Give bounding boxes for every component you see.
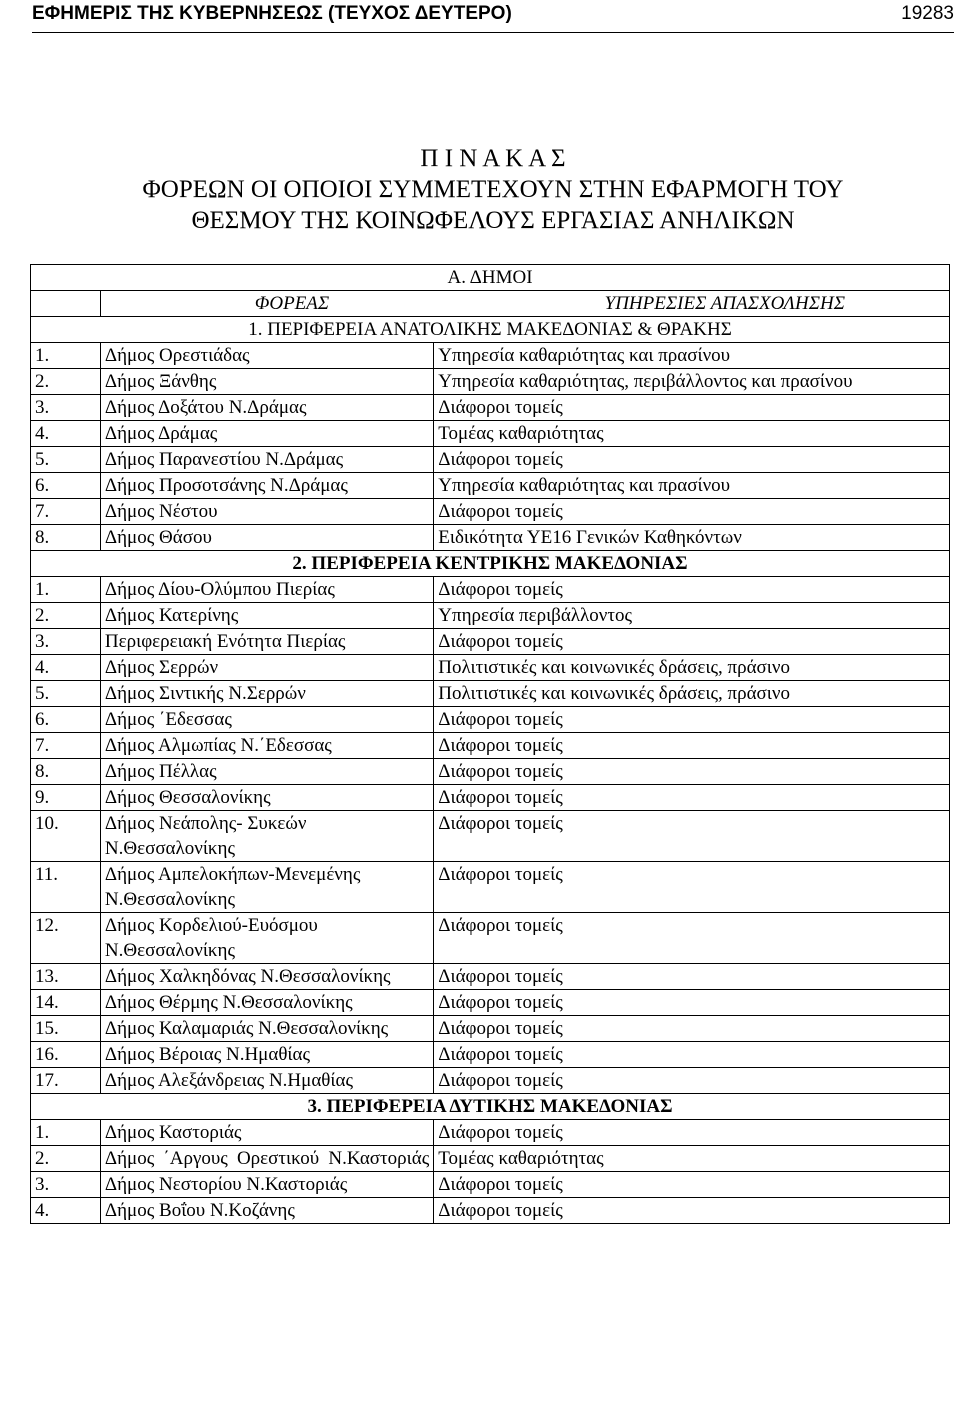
table-row — [31, 1198, 950, 1224]
column-header-row — [31, 291, 950, 317]
row-number: 3. — [31, 629, 101, 655]
table-row — [31, 1172, 950, 1198]
row-number: 17. — [31, 1068, 101, 1094]
row-number: 7. — [31, 733, 101, 759]
service-name: Πολιτιστικές και κοινωνικές δράσεις, πράσινο — [434, 655, 950, 681]
table-row — [31, 603, 950, 629]
row-number: 2. — [31, 1146, 101, 1172]
body-name: Δήμος ΄Εδεσσας — [100, 707, 433, 733]
body-name: Δήμος Βέροιας Ν.Ημαθίας — [100, 1042, 433, 1068]
header-empty-cell — [31, 291, 101, 317]
service-name: Διάφοροι τομείς — [434, 1172, 950, 1198]
body-name: Δήμος Καλαμαριάς Ν.Θεσσαλονίκης — [100, 1016, 433, 1042]
body-name: Δήμος Αλεξάνδρειας Ν.Ημαθίας — [100, 1068, 433, 1094]
body-name: Δήμος Δράμας — [100, 421, 433, 447]
table-row — [31, 343, 950, 369]
service-name: Διάφοροι τομείς — [434, 785, 950, 811]
region-title-row — [31, 551, 950, 577]
service-name: Διάφοροι τομείς — [434, 811, 950, 862]
table-row — [31, 1016, 950, 1042]
column-header-services: ΥΠΗΡΕΣΙΕΣ ΑΠΑΣΧΟΛΗΣΗΣ — [604, 293, 845, 314]
service-name: Διάφοροι τομείς — [434, 759, 950, 785]
table-row — [31, 473, 950, 499]
row-number: 1. — [31, 343, 101, 369]
row-number: 1. — [31, 1120, 101, 1146]
column-header-bodies: ΦΟΡΕΑΣ — [254, 293, 330, 314]
body-name: Δήμος Καστοριάς — [100, 1120, 433, 1146]
service-name: Διάφοροι τομείς — [434, 1016, 950, 1042]
column-headers — [100, 291, 949, 317]
table-row — [31, 733, 950, 759]
page-number: 19283 — [901, 3, 954, 24]
body-name: Δήμος Πέλλας — [100, 759, 433, 785]
body-name: Δήμος Θέρμης Ν.Θεσσαλονίκης — [100, 990, 433, 1016]
row-number: 6. — [31, 473, 101, 499]
row-number: 6. — [31, 707, 101, 733]
table-row — [31, 499, 950, 525]
row-number: 4. — [31, 1198, 101, 1224]
body-name: Δήμος Θεσσαλονίκης — [100, 785, 433, 811]
service-name: Διάφοροι τομείς — [434, 1198, 950, 1224]
service-name: Υπηρεσία καθαριότητας και πρασίνου — [434, 343, 950, 369]
row-number: 10. — [31, 811, 101, 862]
body-name: Δήμος Ξάνθης — [100, 369, 433, 395]
body-name: Δήμος Θάσου — [100, 525, 433, 551]
region-title-row — [31, 1094, 950, 1120]
body-name: Δήμος Δοξάτου Ν.Δράμας — [100, 395, 433, 421]
service-name: Ειδικότητα ΥΕ16 Γενικών Καθηκόντων — [434, 525, 950, 551]
service-name: Τομέας καθαριότητας — [434, 1146, 950, 1172]
service-name: Διάφοροι τομείς — [434, 913, 950, 964]
service-name: Διάφοροι τομείς — [434, 733, 950, 759]
table-row — [31, 421, 950, 447]
body-name: Δήμος Χαλκηδόνας Ν.Θεσσαλονίκης — [100, 964, 433, 990]
service-name: Διάφοροι τομείς — [434, 990, 950, 1016]
region-title-row — [31, 317, 950, 343]
row-number: 5. — [31, 447, 101, 473]
row-number: 1. — [31, 577, 101, 603]
row-number: 14. — [31, 990, 101, 1016]
service-name: Διάφοροι τομείς — [434, 447, 950, 473]
table-row — [31, 862, 950, 913]
table-row — [31, 964, 950, 990]
service-name: Υπηρεσία περιβάλλοντος — [434, 603, 950, 629]
body-name: Δήμος Σερρών — [100, 655, 433, 681]
table-row — [31, 913, 950, 964]
row-number: 3. — [31, 1172, 101, 1198]
row-number: 4. — [31, 655, 101, 681]
body-name: Δήμος Αμπελοκήπων-Μενεμένης Ν.Θεσσαλονίκης — [100, 862, 433, 913]
body-name: Δήμος Βοΐου Ν.Κοζάνης — [100, 1198, 433, 1224]
table-row — [31, 447, 950, 473]
service-name: Διάφοροι τομείς — [434, 499, 950, 525]
table-row — [31, 525, 950, 551]
table-row — [31, 1042, 950, 1068]
body-name: Δήμος Νεστορίου Ν.Καστοριάς — [100, 1172, 433, 1198]
body-name: Δήμος Κατερίνης — [100, 603, 433, 629]
service-name: Διάφοροι τομείς — [434, 395, 950, 421]
service-name: Διάφοροι τομείς — [434, 964, 950, 990]
bodies-table — [30, 264, 950, 1224]
row-number: 11. — [31, 862, 101, 913]
body-name: Δήμος Παρανεστίου Ν.Δράμας — [100, 447, 433, 473]
section-row — [31, 265, 950, 291]
body-name: Δήμος Δίου-Ολύμπου Πιερίας — [100, 577, 433, 603]
row-number: 16. — [31, 1042, 101, 1068]
row-number: 9. — [31, 785, 101, 811]
region-title: 2. ΠΕΡΙΦΕΡΕΙΑ ΚΕΝΤΡΙΚΗΣ ΜΑΚΕΔΟΝΙΑΣ — [31, 551, 950, 577]
body-name: Δήμος ΄Αργους Ορεστικού Ν.Καστοριάς — [100, 1146, 433, 1172]
service-name: Τομέας καθαριότητας — [434, 421, 950, 447]
row-number: 3. — [31, 395, 101, 421]
table-row — [31, 990, 950, 1016]
document-title — [32, 143, 954, 236]
row-number: 2. — [31, 369, 101, 395]
row-number: 15. — [31, 1016, 101, 1042]
table-row — [31, 655, 950, 681]
table-row — [31, 1146, 950, 1172]
service-name: Διάφοροι τομείς — [434, 629, 950, 655]
table-row — [31, 629, 950, 655]
table-row — [31, 811, 950, 862]
body-name: Περιφερειακή Ενότητα Πιερίας — [100, 629, 433, 655]
service-name: Πολιτιστικές και κοινωνικές δράσεις, πράσινο — [434, 681, 950, 707]
body-name: Δήμος Κορδελιού-Ευόσμου Ν.Θεσσαλονίκης — [100, 913, 433, 964]
service-name: Υπηρεσία καθαριότητας, περιβάλλοντος και πρασίνου — [434, 369, 950, 395]
journal-title: ΕΦΗΜΕΡΙΣ ΤΗΣ ΚΥΒΕΡΝΗΣΕΩΣ (ΤΕΥΧΟΣ ΔΕΥΤΕΡΟ) — [32, 3, 512, 24]
table-row — [31, 681, 950, 707]
row-number: 8. — [31, 759, 101, 785]
body-name: Δήμος Νέστου — [100, 499, 433, 525]
table-row — [31, 707, 950, 733]
row-number: 2. — [31, 603, 101, 629]
row-number: 5. — [31, 681, 101, 707]
body-name: Δήμος Αλμωπίας Ν.΄Εδεσσας — [100, 733, 433, 759]
row-number: 4. — [31, 421, 101, 447]
service-name: Διάφοροι τομείς — [434, 862, 950, 913]
row-number: 13. — [31, 964, 101, 990]
table-row — [31, 577, 950, 603]
body-name: Δήμος Προσοτσάνης Ν.Δράμας — [100, 473, 433, 499]
body-name: Δήμος Ορεστιάδας — [100, 343, 433, 369]
region-title: 3. ΠΕΡΙΦΕΡΕΙΑ ΔΥΤΙΚΗΣ ΜΑΚΕΔΟΝΙΑΣ — [31, 1094, 950, 1120]
region-title: 1. ΠΕΡΙΦΕΡΕΙΑ ΑΝΑΤΟΛΙΚΗΣ ΜΑΚΕΔΟΝΙΑΣ & ΘΡΑΚΗΣ — [31, 317, 950, 343]
title-line-1: Π Ι Ν Α Κ Α Σ — [420, 145, 566, 172]
table-row — [31, 1120, 950, 1146]
service-name: Διάφοροι τομείς — [434, 1120, 950, 1146]
service-name: Διάφοροι τομείς — [434, 1068, 950, 1094]
row-number: 7. — [31, 499, 101, 525]
title-line-2: ΦΟΡΕΩΝ ΟΙ ΟΠΟΙΟΙ ΣΥΜΜΕΤΕΧΟΥΝ ΣΤΗΝ ΕΦΑΡΜΟΓΗ ΤΟΥ — [142, 176, 844, 203]
table-row — [31, 785, 950, 811]
service-name: Διάφοροι τομείς — [434, 1042, 950, 1068]
service-name: Διάφοροι τομείς — [434, 707, 950, 733]
page-header — [32, 0, 954, 33]
table-row — [31, 395, 950, 421]
section-title: Α. ΔΗΜΟΙ — [31, 265, 950, 291]
row-number: 12. — [31, 913, 101, 964]
service-name: Διάφοροι τομείς — [434, 577, 950, 603]
row-number: 8. — [31, 525, 101, 551]
service-name: Υπηρεσία καθαριότητας και πρασίνου — [434, 473, 950, 499]
table-row — [31, 369, 950, 395]
table-row — [31, 1068, 950, 1094]
title-line-3: ΘΕΣΜΟΥ ΤΗΣ ΚΟΙΝΩΦΕΛΟΥΣ ΕΡΓΑΣΙΑΣ ΑΝΗΛΙΚΩΝ — [191, 207, 795, 234]
body-name: Δήμος Νεάπολης- Συκεών Ν.Θεσσαλονίκης — [100, 811, 433, 862]
table-row — [31, 759, 950, 785]
body-name: Δήμος Σιντικής Ν.Σερρών — [100, 681, 433, 707]
